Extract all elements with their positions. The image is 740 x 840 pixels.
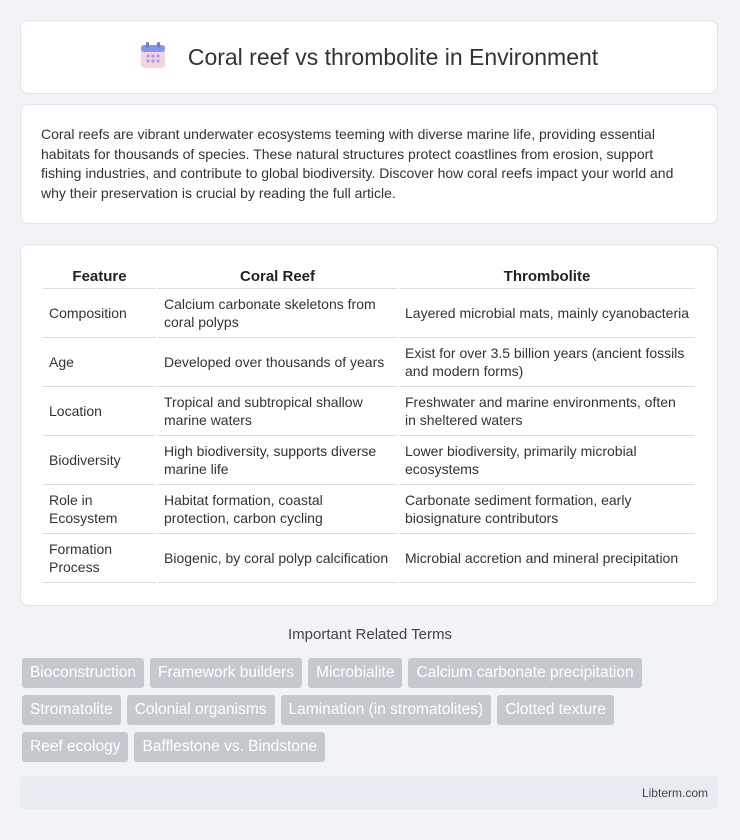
table-row <box>43 534 695 583</box>
feature-cell: Biodiversity <box>43 436 156 485</box>
coral-reef-cell: Developed over thousands of years <box>158 338 397 387</box>
related-terms-heading: Important Related Terms <box>288 626 452 643</box>
feature-cell: Location <box>43 387 156 436</box>
related-term-tag[interactable]: Framework builders <box>150 658 302 688</box>
coral-reef-cell: Habitat formation, coastal protection, carbon cycling <box>158 485 397 534</box>
related-term-tag[interactable]: Lamination (in stromatolites) <box>281 695 492 725</box>
column-header: Coral Reef <box>158 263 397 289</box>
feature-cell: Formation Process <box>43 534 156 583</box>
feature-cell: Composition <box>43 289 156 338</box>
thrombolite-cell: Lower biodiversity, primarily microbial ecosystems <box>399 436 695 485</box>
coral-reef-cell: High biodiversity, supports diverse marine life <box>158 436 397 485</box>
table-row <box>43 436 695 485</box>
title-card <box>20 20 718 94</box>
thrombolite-cell: Carbonate sediment formation, early biosignature contributors <box>399 485 695 534</box>
column-header: Feature <box>43 263 156 289</box>
coral-reef-cell: Tropical and subtropical shallow marine waters <box>158 387 397 436</box>
related-term-tag[interactable]: Stromatolite <box>22 695 121 725</box>
related-term-tag[interactable]: Calcium carbonate precipitation <box>408 658 641 688</box>
table-row <box>43 289 695 338</box>
coral-reef-cell: Calcium carbonate skeletons from coral polyps <box>158 289 397 338</box>
related-term-tag[interactable]: Colonial organisms <box>127 695 275 725</box>
related-terms-list <box>22 658 722 762</box>
footer <box>20 776 718 809</box>
table-row <box>43 387 695 436</box>
related-term-tag[interactable]: Bioconstruction <box>22 658 144 688</box>
feature-cell: Role in Ecosystem <box>43 485 156 534</box>
thrombolite-cell: Layered microbial mats, mainly cyanobacteria <box>399 289 695 338</box>
table-header-row <box>43 263 695 289</box>
calendar-icon <box>140 41 166 74</box>
site-link[interactable]: Libterm.com <box>641 786 708 800</box>
comparison-table <box>41 263 697 583</box>
column-header: Thrombolite <box>399 263 695 289</box>
intro-card <box>20 104 718 224</box>
thrombolite-cell: Freshwater and marine environments, often in sheltered waters <box>399 387 695 436</box>
related-term-tag[interactable]: Reef ecology <box>22 732 128 762</box>
intro-text: Coral reefs are vibrant underwater ecosystems teeming with diverse marine life, providing essential habitats for thousands of species. These natural structures protect coastlines from erosion, support fishing industries, and contribute to global biodiversity. Discover how coral reefs impact your world and why their preservation is crucial by reading the full article. <box>41 126 674 201</box>
thrombolite-cell: Microbial accretion and mineral precipitation <box>399 534 695 583</box>
coral-reef-cell: Biogenic, by coral polyp calcification <box>158 534 397 583</box>
feature-cell: Age <box>43 338 156 387</box>
related-term-tag[interactable]: Microbialite <box>308 658 402 688</box>
thrombolite-cell: Exist for over 3.5 billion years (ancient fossils and modern forms) <box>399 338 695 387</box>
table-row <box>43 485 695 534</box>
page-title: Coral reef vs thrombolite in Environment <box>187 43 599 70</box>
comparison-table-card <box>20 244 718 606</box>
table-row <box>43 338 695 387</box>
related-term-tag[interactable]: Clotted texture <box>497 695 614 725</box>
related-term-tag[interactable]: Bafflestone vs. Bindstone <box>134 732 325 762</box>
